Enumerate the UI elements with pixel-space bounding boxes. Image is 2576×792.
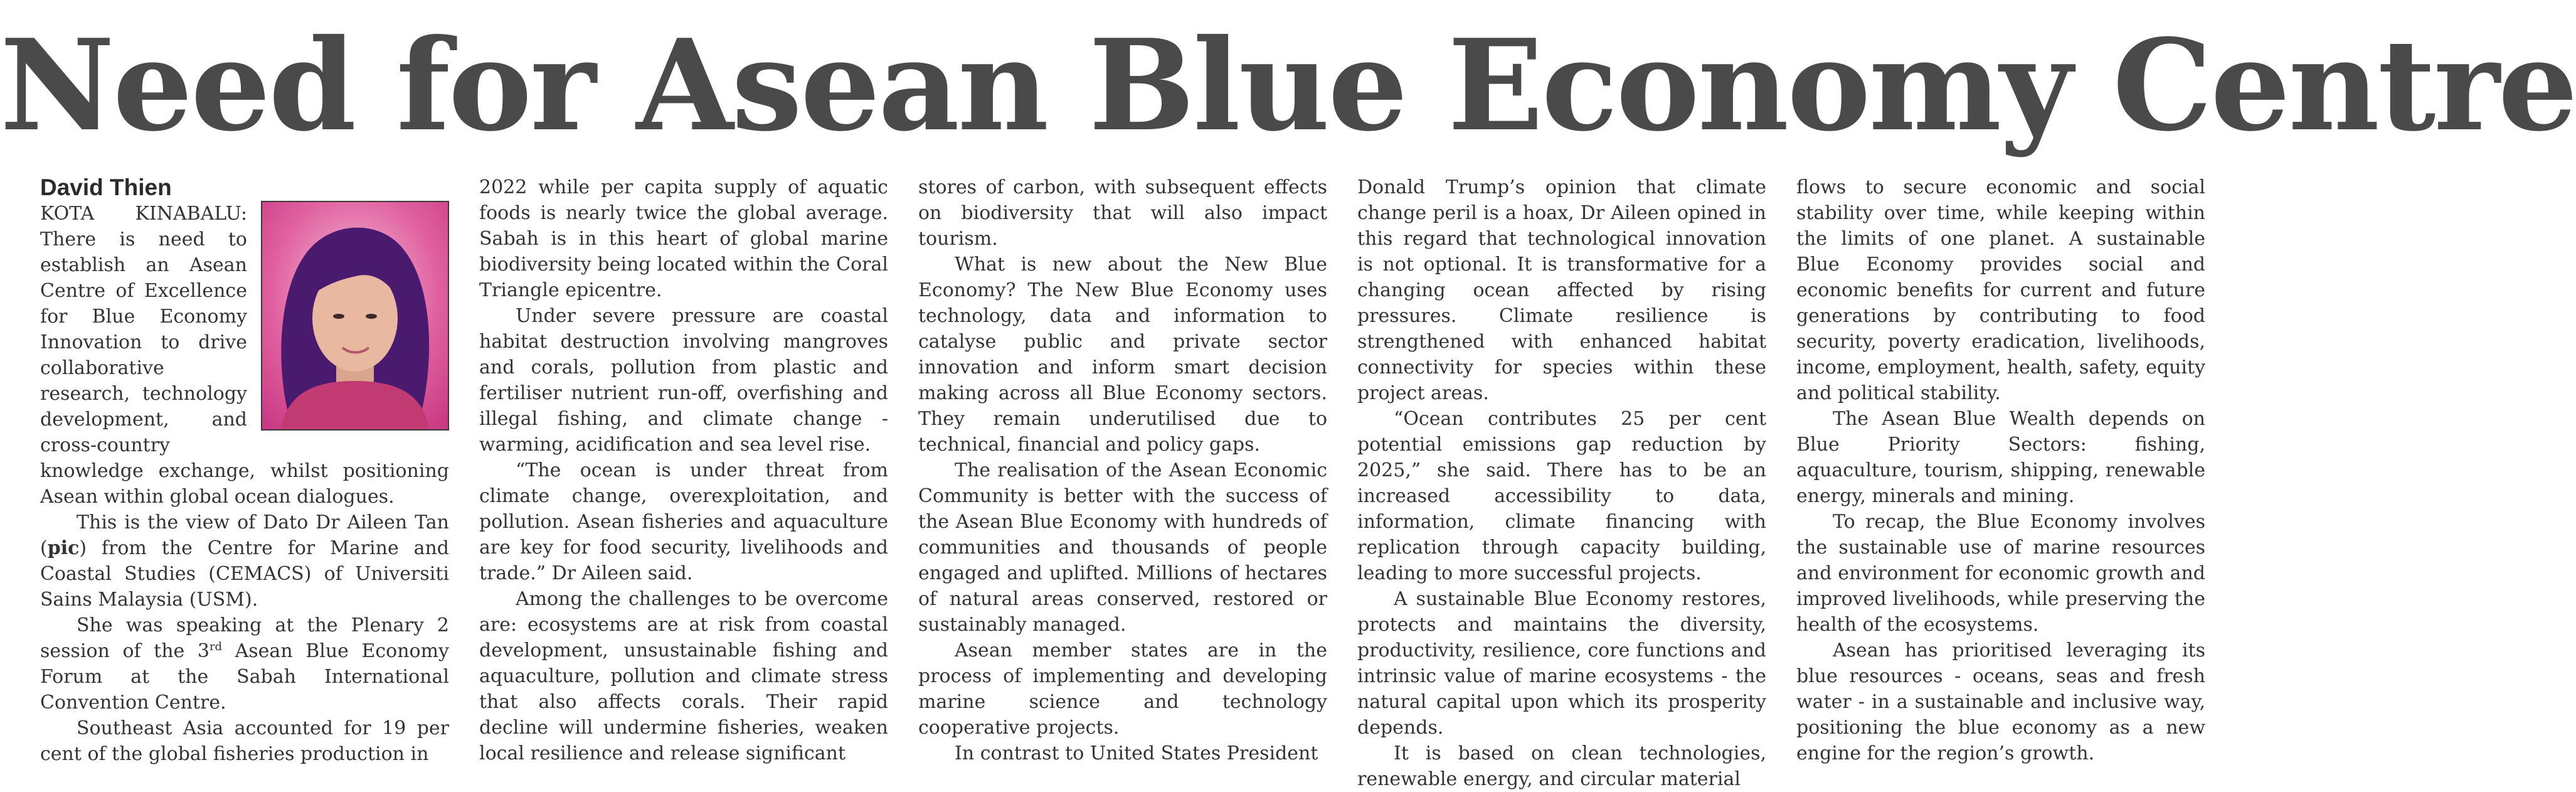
dateline: KOTA KINABALU: [40,203,247,225]
paragraph: flows to secure economic and social stability over time, while keeping within the limits of one planet. A sustainable Blue Economy provides social and economic benefits for current and future generations by contributing to food security, poverty eradication, livelihoods, income, employment, health, safety, equity and political stability. [1796,176,2205,404]
paragraph: It is based on clean technologies, renewable energy, and circular material [1357,742,1766,790]
paragraph: She was speaking at the Plenary 2 session of the 3rd Asean Blue Economy Forum at the Sabah International Convention Centre. [40,614,449,714]
paragraph: “Ocean contributes 25 per cent potential emissions gap reduction by 2025,” she said. There has to be an increased accessibility to data, information, climate financing with replication through capacity building, leading to more successful projects. [1357,408,1766,584]
paragraph: To recap, the Blue Economy involves the sustainable use of marine resources and environment for economic growth and improved livelihoods, while preserving the health of the ecosystems. [1796,511,2205,636]
article-column-4 [1357,174,1766,792]
article-column-3 [918,174,1327,766]
article-column-2 [479,174,888,766]
paragraph: stores of carbon, with subsequent effects on biodiversity that will also impact tourism. [918,176,1327,250]
paragraph: Asean has prioritised leveraging its blue resources - oceans, seas and fresh water - in a sustainable and inclusive way, positioning the blue economy as a new engine for the region’s growth. [1796,639,2205,764]
paragraph: KOTA KINABALU: There is need to establish an Asean Centre of Excellence for Blue Economy Innovation to drive collaborative research, technology development, and cross-country knowledge exchange, whilst positioning Asean within global ocean dialogues. [40,203,449,508]
author-photo [261,201,449,431]
paragraph: Under severe pressure are coastal habitat destruction involving mangroves and corals, pollution from plastic and fertiliser nutrient run-off, overfishing and illegal fishing, and climate change - warming, acidification and sea level rise. [479,305,888,456]
headline: Need for Asean Blue Economy Centre [0,12,2576,159]
article-column-1 [40,174,449,767]
paragraph: The realisation of the Asean Economic Community is better with the success of the Asean Blue Economy with hundreds of communities and thousands of people engaged and uplifted. Millions of hectares of natural areas conserved, restored or sustainably managed. [918,459,1327,636]
portrait-photo-image [262,202,448,429]
paragraph: This is the view of Dato Dr Aileen Tan (pic) from the Centre for Marine and Coastal Studies (CEMACS) of Universiti Sains Malaysia (USM). [40,511,449,611]
paragraph: Asean member states are in the process of implementing and developing marine science and technology cooperative projects. [918,639,1327,739]
paragraph: A sustainable Blue Economy restores, protects and maintains the diversity, productivity, resilience, core functions and intrinsic value of marine ecosystems - the natural capital upon which its prosperity depends. [1357,588,1766,739]
paragraph: 2022 while per capita supply of aquatic foods is nearly twice the global average. Sabah is in this heart of global marine biodiversity being located within the Coral Triangle epicentre. [479,176,888,301]
paragraph: The Asean Blue Wealth depends on Blue Priority Sectors: fishing, aquaculture, tourism, shipping, renewable energy, minerals and mining. [1796,408,2205,507]
paragraph: Donald Trump’s opinion that climate change peril is a hoax, Dr Aileen opined in this regard that technological innovation is not optional. It is transformative for a changing ocean affected by rising pressures. Climate resilience is strengthened with enhanced habitat connectivity for species within these project areas. [1357,176,1766,404]
article-column-5 [1796,174,2205,766]
pic-label: pic [47,537,80,559]
ordinal-suffix: rd [209,640,223,653]
byline: David Thien [40,174,172,200]
paragraph: What is new about the New Blue Economy? The New Blue Economy uses technology, data and information to catalyse public and private sector innovation and inform smart decision making across all Blue Economy sectors. They remain underutilised due to technical, financial and policy gaps. [918,254,1327,456]
paragraph: Southeast Asia accounted for 19 per cent of the global fisheries production in [40,717,449,765]
paragraph: In contrast to United States President [955,742,1318,764]
paragraph: Among the challenges to be overcome are: ecosystems are at risk from coastal development, unsustainable fishing and aquaculture, pollution and climate stress that also affects corals. Their rapid decline will undermine fisheries, weaken local resilience and release significant [479,588,888,764]
paragraph: “The ocean is under threat from climate change, overexploitation, and pollution. Asean fisheries and aquaculture are key for food security, livelihoods and trade.” Dr Aileen said. [479,459,888,584]
